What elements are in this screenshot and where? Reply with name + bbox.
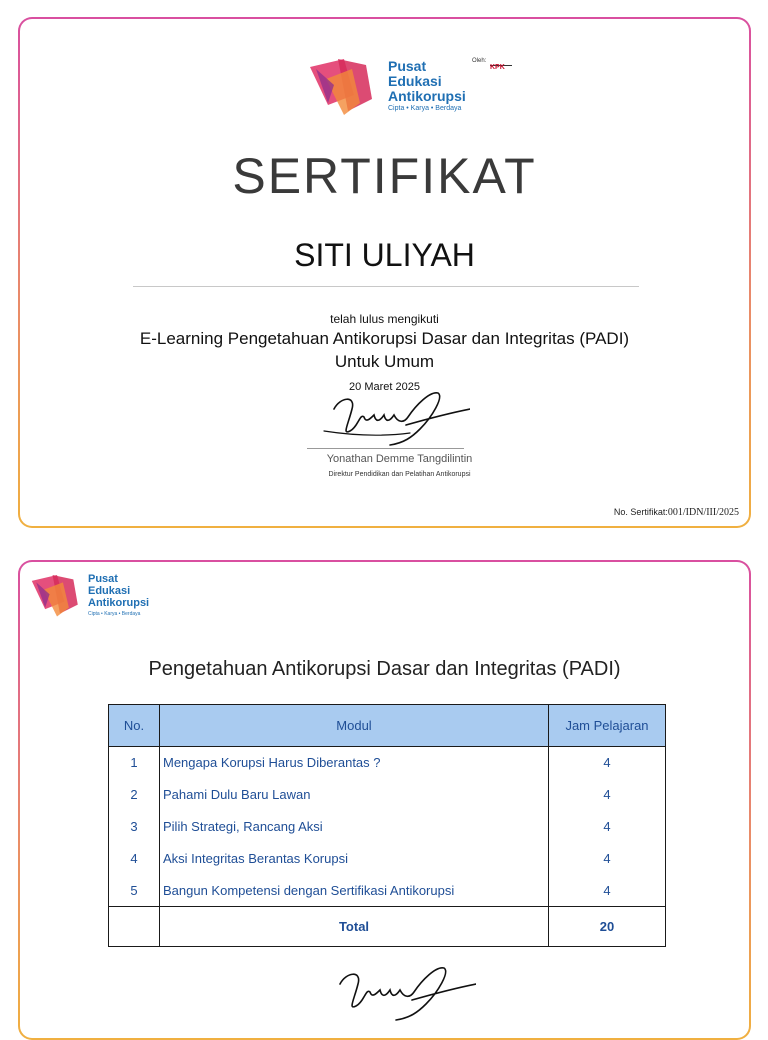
logo-line-2: Edukasi xyxy=(388,73,442,89)
certificate-date: 20 Maret 2025 xyxy=(349,381,420,393)
table-row xyxy=(109,843,666,875)
kpk-logo-icon xyxy=(490,56,512,71)
row-module: Mengapa Korupsi Harus Diberantas ? xyxy=(160,747,549,779)
table-row xyxy=(109,747,666,779)
certificate-number-label: No. Sertifikat: xyxy=(613,507,668,517)
row-no: 2 xyxy=(109,779,160,811)
row-hours: 4 xyxy=(549,875,666,907)
signature-icon xyxy=(320,387,470,449)
table-body xyxy=(109,747,666,947)
logo-small-tagline: Cipta • Karya • Berdaya xyxy=(88,611,141,617)
total-value: 20 xyxy=(549,907,666,947)
row-module: Aksi Integritas Berantas Korupsi xyxy=(160,843,549,875)
logo-small xyxy=(30,570,160,618)
modules-title: Pengetahuan Antikorupsi Dasar dan Integritas (PADI) xyxy=(148,658,621,680)
recipient-name: SITI ULIYAH xyxy=(294,237,475,273)
signer-name: Yonathan Demme Tangdilintin xyxy=(326,453,473,465)
header-module: Modul xyxy=(160,705,549,747)
table-total-row xyxy=(109,907,666,947)
header-hours: Jam Pelajaran xyxy=(549,705,666,747)
logo-tagline: Cipta • Karya • Berdaya xyxy=(388,105,462,112)
row-no: 5 xyxy=(109,875,160,907)
row-module: Pahami Dulu Baru Lawan xyxy=(160,779,549,811)
certificate-number xyxy=(614,507,739,518)
logo-line-3: Antikorupsi xyxy=(388,88,466,104)
name-underline xyxy=(133,286,639,287)
logo-small-line-1: Pusat xyxy=(88,573,118,585)
logo-line-1: Pusat xyxy=(388,58,427,74)
row-hours: 4 xyxy=(549,747,666,779)
modules-table xyxy=(108,704,666,947)
signature-icon xyxy=(326,962,476,1024)
row-module: Pilih Strategi, Rancang Aksi xyxy=(160,811,549,843)
table-header-row xyxy=(109,705,666,747)
table-row xyxy=(109,875,666,907)
logo-mark-icon xyxy=(30,572,84,618)
row-no: 4 xyxy=(109,843,160,875)
logo-small-line-3: Antikorupsi xyxy=(88,597,150,609)
course-title: E-Learning Pengetahuan Antikorupsi Dasar dan Integritas (PADI) xyxy=(139,329,630,348)
course-subtitle: Untuk Umum xyxy=(334,352,435,371)
row-hours: 4 xyxy=(549,843,666,875)
certificate-heading: SERTIFIKAT xyxy=(232,148,537,204)
passed-text: telah lulus mengikuti xyxy=(330,312,439,326)
header-no: No. xyxy=(109,705,160,747)
table-row xyxy=(109,779,666,811)
row-hours: 4 xyxy=(549,779,666,811)
signer-title: Direktur Pendidikan dan Pelatihan Antikorupsi xyxy=(328,471,471,478)
row-hours: 4 xyxy=(549,811,666,843)
certificate-card xyxy=(18,17,751,528)
modules-card xyxy=(18,560,751,1040)
logo-small-line-2: Edukasi xyxy=(88,585,131,597)
row-no: 1 xyxy=(109,747,160,779)
table-row xyxy=(109,811,666,843)
total-label: Total xyxy=(160,907,549,947)
total-empty-cell xyxy=(109,907,160,947)
row-no: 3 xyxy=(109,811,160,843)
signature-line xyxy=(307,448,464,449)
row-module: Bangun Kompetensi dengan Sertifikasi Antikorupsi xyxy=(160,875,549,907)
logo-mark-icon xyxy=(308,55,380,117)
certificate-number-value: 001/IDN/III/2025 xyxy=(667,507,739,518)
kpk-text: KPK xyxy=(490,64,505,71)
logo xyxy=(308,53,468,119)
oleh-label: Oleh: xyxy=(472,58,487,64)
